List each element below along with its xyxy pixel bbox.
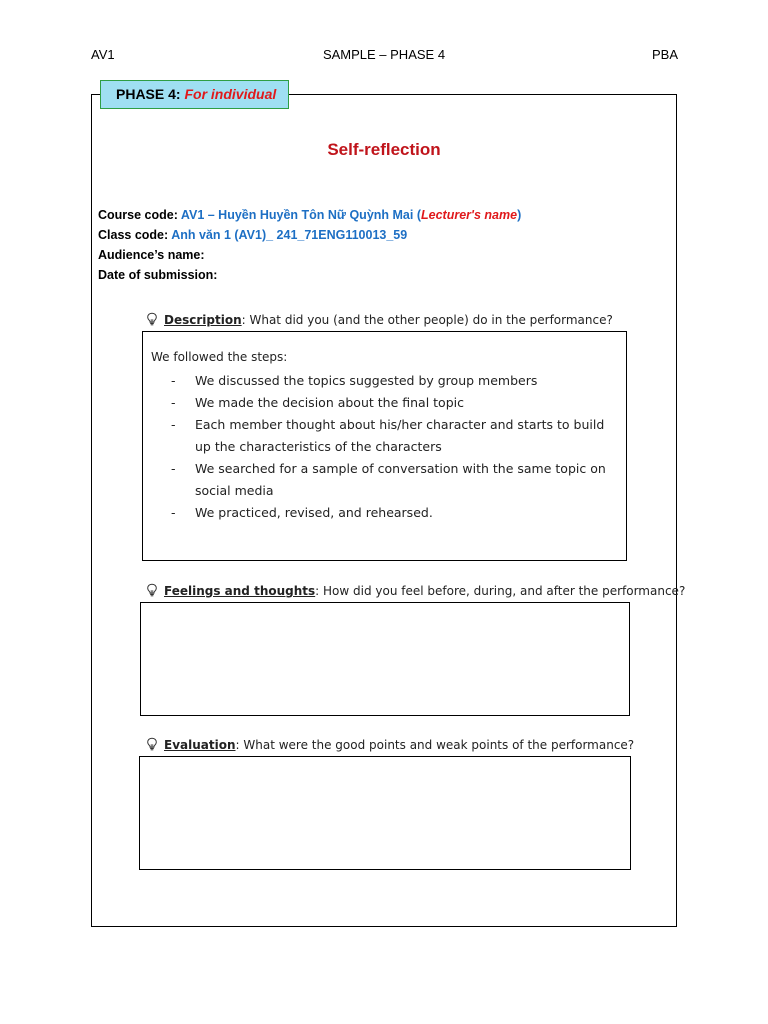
step-item: - We discussed the topics suggested by group members — [171, 370, 621, 392]
course-code-close: ) — [517, 208, 522, 222]
submission-date-label: Date of submission: — [98, 268, 218, 282]
lightbulb-icon — [145, 312, 159, 326]
description-question — [145, 312, 613, 327]
description-prompt: What did you (and the other people) do in the performance? — [245, 313, 613, 327]
evaluation-colon: : — [235, 738, 240, 752]
feelings-question — [145, 583, 685, 598]
course-code-value: AV1 – Huyền Huyền Tôn Nữ Quỳnh Mai ( — [180, 208, 421, 222]
class-code-line — [98, 228, 407, 242]
evaluation-question — [145, 737, 634, 752]
lecturer-note: Lecturer's name — [421, 208, 518, 222]
page-title: Self-reflection — [327, 140, 441, 159]
description-intro: We followed the steps: — [151, 350, 288, 364]
description-colon: : — [241, 313, 246, 327]
course-code-label: Course code: — [98, 208, 181, 222]
lightbulb-icon — [145, 583, 159, 597]
phase-label: PHASE 4: — [116, 86, 185, 102]
feelings-answer-box[interactable] — [140, 602, 630, 716]
header-center: SAMPLE – PHASE 4 — [322, 47, 446, 62]
feelings-prompt: How did you feel before, during, and after the performance? — [319, 584, 686, 598]
step-item: - We searched for a sample of conversation with the same topic on social media — [171, 458, 621, 502]
description-answer-box[interactable] — [142, 331, 627, 561]
phase-emphasis: For individual — [184, 86, 277, 102]
header-left: AV1 — [91, 47, 115, 62]
evaluation-prompt: What were the good points and weak points of the performance? — [239, 738, 635, 752]
header-right: PBA — [651, 47, 678, 62]
feelings-colon: : — [315, 584, 320, 598]
step-item: - We practiced, revised, and rehearsed. — [171, 502, 621, 524]
course-code-line — [98, 208, 521, 222]
evaluation-title: Evaluation — [164, 738, 236, 752]
phase-badge — [100, 80, 289, 109]
audience-name-label: Audience’s name: — [98, 248, 205, 262]
feelings-title: Feelings and thoughts — [164, 584, 316, 598]
lightbulb-icon — [145, 737, 159, 751]
class-code-value: Anh văn 1 (AV1)_ 241_71ENG110013_59 — [171, 228, 408, 242]
class-code-label: Class code: — [98, 228, 172, 242]
evaluation-answer-box[interactable] — [139, 756, 631, 870]
step-item: - We made the decision about the final topic — [171, 392, 621, 414]
description-title: Description — [164, 313, 242, 327]
step-item: - Each member thought about his/her character and starts to build up the characteristics of the characters — [171, 414, 621, 458]
description-steps — [171, 370, 621, 524]
